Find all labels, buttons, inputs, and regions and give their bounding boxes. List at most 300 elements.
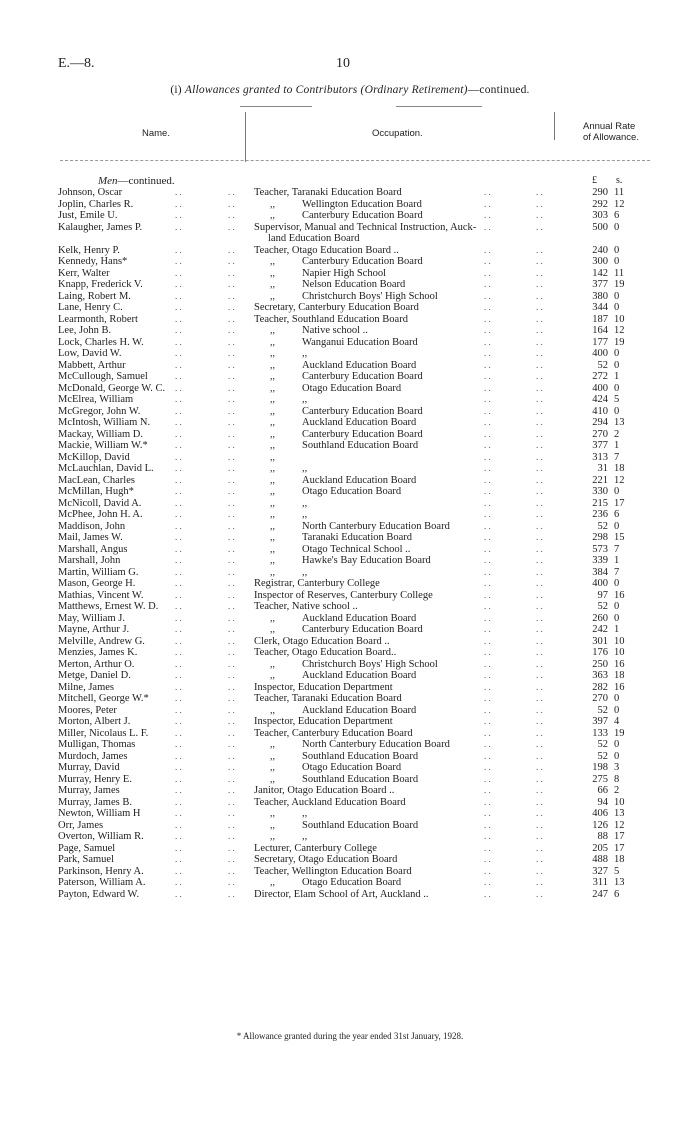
table-row (0, 360, 700, 372)
ditto-mark: ,, (270, 831, 275, 842)
allowance-shillings: 13 (614, 417, 625, 428)
header-rule-right (396, 106, 482, 107)
dot-leader: . . (228, 221, 235, 232)
allowance-shillings: 0 (614, 405, 620, 417)
occupation: Lecturer, Canterbury College (254, 842, 377, 854)
dot-leader: . . (536, 302, 543, 312)
table-row (0, 739, 700, 751)
column-divider-2 (554, 112, 555, 140)
person-name: Just, Emile U. (58, 210, 118, 221)
dot-leader: . . (536, 831, 543, 841)
table-row (0, 624, 700, 636)
occupation: ,, (302, 808, 308, 819)
allowance-shillings: 17 (614, 842, 625, 854)
dot-leader: . . (228, 520, 235, 531)
person-name: Page, Samuel (58, 842, 116, 854)
allowance-shillings: 19 (614, 336, 625, 348)
dot-leader: . . (484, 854, 491, 864)
occupation: Auckland Education Board (302, 359, 417, 371)
allowance-pounds: 298 (592, 532, 608, 543)
allowance-pounds: 176 (592, 647, 608, 658)
dot-leader: . . (484, 198, 491, 209)
ditto-mark: ,, (270, 739, 275, 750)
table-row (0, 843, 700, 855)
allowance-pounds: 52 (597, 750, 608, 762)
allowance-pounds: 301 (592, 635, 608, 647)
dot-leader: . . (175, 635, 182, 646)
table-row (0, 716, 700, 728)
occupation: Teacher, Taranaki Education Board (254, 187, 402, 198)
person-name: Marshall, John (58, 555, 121, 566)
allowance-pounds: 177 (592, 336, 608, 348)
person-name: McElrea, William (58, 394, 134, 405)
dot-leader: . . (536, 532, 543, 542)
allowance-shillings: 0 (614, 520, 620, 532)
occupation: Teacher, Native school .. (254, 601, 358, 612)
dot-leader: . . (228, 612, 235, 623)
allowance-shillings: 12 (614, 474, 625, 486)
person-name: McNicoll, David A. (58, 497, 142, 509)
dot-leader: . . (484, 578, 491, 588)
occupation: Canterbury Education Board (302, 256, 423, 267)
dot-leader: . . (228, 371, 235, 381)
dot-leader: . . (536, 727, 543, 738)
person-name: Matthews, Ernest W. D. (58, 601, 159, 612)
dot-leader: . . (228, 865, 235, 876)
ditto-mark: ,, (270, 624, 275, 635)
dot-leader: . . (228, 474, 235, 485)
occupation: ,, (302, 509, 308, 520)
allowance-shillings: 0 (614, 290, 620, 302)
person-name: MacLean, Charles (58, 474, 135, 486)
table-row (0, 268, 700, 280)
subheading-suffix: —continued. (117, 175, 175, 187)
dot-leader: . . (228, 762, 235, 772)
dot-leader: . . (175, 716, 182, 726)
allowance-shillings: 10 (614, 796, 625, 808)
table-row (0, 808, 700, 820)
person-name: Orr, James (58, 819, 104, 831)
table-row (0, 210, 700, 222)
allowance-pounds: 164 (592, 325, 608, 336)
dot-leader: . . (175, 394, 182, 404)
dot-leader: . . (228, 198, 235, 209)
ditto-mark: ,, (270, 819, 275, 831)
dot-leader: . . (228, 325, 235, 335)
dot-leader: . . (536, 555, 543, 565)
allowance-pounds: 400 (592, 348, 608, 359)
dot-leader: . . (228, 635, 235, 646)
dot-leader: . . (175, 773, 182, 784)
dot-leader: . . (175, 348, 182, 358)
dot-leader: . . (484, 739, 491, 749)
dot-leader: . . (484, 589, 491, 600)
table-row (0, 693, 700, 705)
dot-leader: . . (175, 313, 182, 324)
occupation: Auckland Education Board (302, 417, 417, 428)
dot-leader: . . (484, 210, 491, 220)
table-row (0, 325, 700, 337)
ditto-mark: ,, (270, 359, 275, 371)
dot-leader: . . (484, 405, 491, 416)
table-row (0, 291, 700, 303)
allowance-shillings: 1 (614, 440, 620, 451)
person-name: Mitchell, George W.* (58, 693, 149, 704)
dot-leader: . . (536, 313, 543, 324)
person-name: Mail, James W. (58, 532, 123, 543)
dot-leader: . . (536, 417, 543, 427)
occupation: Hawke's Bay Education Board (302, 555, 431, 566)
table-row (0, 751, 700, 763)
dot-leader: . . (175, 555, 182, 565)
allowance-pounds: 52 (597, 704, 608, 716)
table-row (0, 337, 700, 349)
allowance-shillings: 7 (614, 566, 620, 578)
allowance-pounds: 242 (592, 624, 608, 635)
person-name: McCullough, Samuel (58, 371, 148, 382)
dot-leader: . . (484, 221, 491, 232)
dot-leader: . . (175, 589, 182, 600)
dot-leader: . . (536, 842, 543, 853)
dot-leader: . . (228, 451, 235, 462)
allowance-pounds: 142 (592, 267, 608, 279)
person-name: Joplin, Charles R. (58, 198, 134, 210)
dot-leader: . . (536, 716, 543, 726)
dot-leader: . . (536, 336, 543, 347)
caption-suffix: —continued. (467, 84, 530, 96)
dot-leader: . . (228, 417, 235, 427)
occupation: Teacher, Taranaki Education Board (254, 693, 402, 704)
allowance-shillings: 10 (614, 647, 625, 658)
dot-leader: . . (484, 704, 491, 715)
allowance-shillings: 0 (614, 739, 620, 750)
table-row (0, 279, 700, 291)
dot-leader: . . (484, 543, 491, 554)
dot-leader: . . (228, 819, 235, 830)
dot-leader: . . (175, 279, 182, 289)
table-row (0, 452, 700, 464)
dot-leader: . . (484, 267, 491, 278)
dot-leader: . . (484, 520, 491, 531)
section-subheading (98, 175, 175, 187)
person-name: Johnson, Oscar (58, 187, 123, 198)
allowance-shillings: 0 (614, 256, 620, 267)
dot-leader: . . (484, 325, 491, 335)
dot-leader: . . (228, 336, 235, 347)
person-name: Mackie, William W.* (58, 440, 148, 451)
allowance-pounds: 384 (592, 566, 608, 578)
dot-leader: . . (536, 762, 543, 772)
occupation: Teacher, Wellington Education Board (254, 865, 412, 877)
ditto-mark: ,, (270, 463, 275, 474)
dot-leader: . . (536, 244, 543, 255)
occupation: Secretary, Canterbury Education Board (254, 302, 419, 313)
table-row (0, 636, 700, 648)
dot-leader: . . (536, 704, 543, 715)
dot-leader: . . (536, 359, 543, 370)
occupation: Teacher, Southland Education Board (254, 313, 408, 325)
dot-leader: . . (228, 428, 235, 439)
allowance-pounds: 31 (597, 463, 608, 474)
occupation: Southland Education Board (302, 819, 419, 831)
person-name: McPhee, John H. A. (58, 509, 143, 520)
occupation: Auckland Education Board (302, 612, 417, 624)
allowance-shillings: 0 (614, 359, 620, 371)
dot-leader: . . (484, 348, 491, 358)
allowance-pounds: 270 (592, 693, 608, 704)
dot-leader: . . (484, 796, 491, 807)
dot-leader: . . (228, 187, 235, 197)
table-row (0, 406, 700, 418)
dot-leader: . . (536, 198, 543, 209)
allowance-shillings: 1 (614, 555, 620, 566)
table-row (0, 509, 700, 521)
ditto-mark: ,, (270, 382, 275, 394)
dot-leader: . . (536, 612, 543, 623)
person-name: Laing, Robert M. (58, 290, 131, 302)
dot-leader: . . (175, 371, 182, 381)
allowance-pounds: 88 (597, 831, 608, 842)
dot-leader: . . (175, 854, 182, 864)
dot-leader: . . (228, 244, 235, 255)
allowance-pounds: 270 (592, 428, 608, 440)
dot-leader: . . (536, 693, 543, 703)
person-name: Maddison, John (58, 520, 126, 532)
allowance-pounds: 52 (597, 520, 608, 532)
table-row (0, 877, 700, 889)
dot-leader: . . (536, 658, 543, 669)
allowance-shillings: 12 (614, 325, 625, 336)
occupation: Teacher, Auckland Education Board (254, 796, 406, 808)
dot-leader: . . (175, 865, 182, 876)
dot-leader: . . (175, 808, 182, 818)
dot-leader: . . (175, 819, 182, 830)
dot-leader: . . (484, 244, 491, 255)
person-name: Kerr, Walter (58, 267, 110, 279)
dot-leader: . . (228, 302, 235, 312)
person-name: McMillan, Hugh* (58, 486, 134, 497)
dot-leader: . . (175, 290, 182, 301)
occupation: Inspector of Reserves, Canterbury College (254, 589, 433, 601)
dot-leader: . . (228, 578, 235, 588)
person-name: Melville, Andrew G. (58, 635, 145, 647)
allowance-shillings: 10 (614, 635, 625, 647)
dot-leader: . . (228, 382, 235, 393)
allowance-shillings: 0 (614, 221, 620, 233)
dot-leader: . . (536, 520, 543, 531)
dot-leader: . . (484, 290, 491, 301)
dot-leader: . . (536, 325, 543, 335)
allowance-shillings: 7 (614, 451, 620, 463)
dot-leader: . . (536, 486, 543, 496)
person-name: Mason, George H. (58, 578, 136, 589)
dot-leader: . . (484, 279, 491, 289)
occupation: ,, (302, 394, 308, 405)
allowance-shillings: 17 (614, 831, 625, 842)
allowance-pounds: 410 (592, 405, 608, 417)
dot-leader: . . (175, 405, 182, 416)
person-name: Lock, Charles H. W. (58, 336, 144, 348)
allowance-shillings: 0 (614, 578, 620, 589)
person-name: Murray, James (58, 785, 120, 796)
allowance-shillings: 1 (614, 371, 620, 382)
dot-leader: . . (536, 601, 543, 611)
allowance-shillings: 16 (614, 681, 625, 693)
allowance-pounds: 187 (592, 313, 608, 325)
ditto-mark: ,, (270, 486, 275, 497)
dot-leader: . . (484, 808, 491, 818)
ditto-mark: ,, (270, 555, 275, 566)
occupation: Teacher, Otago Education Board.. (254, 647, 397, 658)
dot-leader: . . (536, 796, 543, 807)
occupation: Southland Education Board (302, 750, 419, 762)
dot-leader: . . (484, 313, 491, 324)
table-row (0, 394, 700, 406)
allowance-pounds: 94 (597, 796, 608, 808)
dot-leader: . . (228, 463, 235, 473)
dot-leader: . . (484, 382, 491, 393)
header-rule-left (240, 106, 312, 107)
allowance-shillings: 0 (614, 244, 620, 256)
table-row (0, 417, 700, 429)
allowance-pounds: 240 (592, 244, 608, 256)
dot-leader: . . (536, 624, 543, 634)
ditto-mark: ,, (270, 773, 275, 785)
occupation: Janitor, Otago Education Board .. (254, 785, 395, 796)
dot-leader: . . (175, 888, 182, 899)
dot-leader: . . (536, 635, 543, 646)
ditto-mark: ,, (270, 497, 275, 509)
dot-leader: . . (228, 359, 235, 370)
dot-leader: . . (228, 348, 235, 358)
table-row (0, 601, 700, 613)
allowance-shillings: 0 (614, 302, 620, 313)
occupation: Southland Education Board (302, 773, 419, 785)
allowance-shillings: 0 (614, 693, 620, 704)
dot-leader: . . (484, 831, 491, 841)
occupation: Otago Education Board (302, 486, 402, 497)
ditto-mark: ,, (270, 348, 275, 359)
person-name: Overton, William R. (58, 831, 144, 842)
column-header-name: Name. (142, 128, 170, 139)
ditto-mark: ,, (270, 417, 275, 428)
table-row (0, 314, 700, 326)
allowance-shillings: 2 (614, 428, 620, 440)
allowance-pounds: 380 (592, 290, 608, 302)
allowance-pounds: 300 (592, 256, 608, 267)
dot-leader: . . (175, 428, 182, 439)
dot-leader: . . (175, 440, 182, 450)
dot-leader: . . (484, 187, 491, 197)
dot-leader: . . (175, 417, 182, 427)
allowance-shillings: 16 (614, 589, 625, 601)
ditto-mark: ,, (270, 762, 275, 773)
table-row (0, 578, 700, 590)
allowance-pounds: 52 (597, 601, 608, 612)
allowance-shillings: 5 (614, 865, 620, 877)
table-row (0, 371, 700, 383)
person-name: Lane, Henry C. (58, 302, 123, 313)
occupation: Christchurch Boys' High School (302, 290, 438, 302)
dot-leader: . . (228, 601, 235, 611)
dot-leader: . . (484, 727, 491, 738)
dot-leader: . . (228, 486, 235, 496)
dot-leader: . . (228, 716, 235, 726)
table-row (0, 647, 700, 659)
dot-leader: . . (536, 566, 543, 577)
dot-leader: . . (536, 474, 543, 485)
person-name: Mackay, William D. (58, 428, 144, 440)
allowance-pounds: 282 (592, 681, 608, 693)
ditto-mark: ,, (270, 877, 275, 888)
allowance-shillings: 18 (614, 670, 625, 681)
dot-leader: . . (536, 888, 543, 899)
dot-leader: . . (175, 520, 182, 531)
allowance-pounds: 198 (592, 762, 608, 773)
allowance-shillings: 0 (614, 704, 620, 716)
dot-leader: . . (175, 451, 182, 462)
occupation: Napier High School (302, 267, 386, 279)
dot-leader: . . (228, 670, 235, 680)
column-header-rate (583, 121, 645, 143)
ditto-mark: ,, (270, 612, 275, 624)
dot-leader: . . (175, 509, 182, 519)
dot-leader: . . (536, 463, 543, 473)
person-name: Payton, Edward W. (58, 888, 140, 900)
occupation: Canterbury Education Board (302, 624, 423, 635)
dot-leader: . . (175, 497, 182, 508)
ditto-mark: ,, (270, 210, 275, 221)
allowance-pounds: 377 (592, 279, 608, 290)
dot-leader: . . (484, 877, 491, 887)
dot-leader: . . (484, 865, 491, 876)
allowance-pounds: 292 (592, 198, 608, 210)
dot-leader: . . (536, 865, 543, 876)
dot-leader: . . (536, 681, 543, 692)
table-row (0, 854, 700, 866)
allowance-shillings: 3 (614, 762, 620, 773)
occupation: ,, (302, 831, 308, 842)
ditto-mark: ,, (270, 750, 275, 762)
dot-leader: . . (536, 773, 543, 784)
allowance-shillings: 0 (614, 382, 620, 394)
ditto-mark: ,, (270, 451, 275, 463)
allowance-pounds: 327 (592, 865, 608, 877)
dot-leader: . . (536, 221, 543, 232)
dot-leader: . . (484, 474, 491, 485)
allowance-pounds: 221 (592, 474, 608, 486)
ditto-mark: ,, (270, 336, 275, 348)
table-row (0, 429, 700, 441)
person-name: Murray, David (58, 762, 120, 773)
person-name: Murdoch, James (58, 750, 128, 762)
dot-leader: . . (228, 624, 235, 634)
dot-leader: . . (484, 463, 491, 473)
dot-leader: . . (536, 509, 543, 519)
dot-leader: . . (536, 785, 543, 795)
shilling-unit: s. (616, 175, 623, 186)
person-name: Paterson, William A. (58, 877, 146, 888)
dot-leader: . . (175, 382, 182, 393)
column-header-occupation: Occupation. (372, 128, 423, 139)
allowance-shillings: 18 (614, 854, 625, 865)
dot-leader: . . (175, 325, 182, 335)
dot-leader: . . (175, 474, 182, 485)
allowance-shillings: 6 (614, 888, 620, 900)
occupation: Teacher, Otago Education Board .. (254, 244, 399, 256)
occupation: Otago Education Board (302, 382, 402, 394)
dot-leader: . . (175, 532, 182, 542)
